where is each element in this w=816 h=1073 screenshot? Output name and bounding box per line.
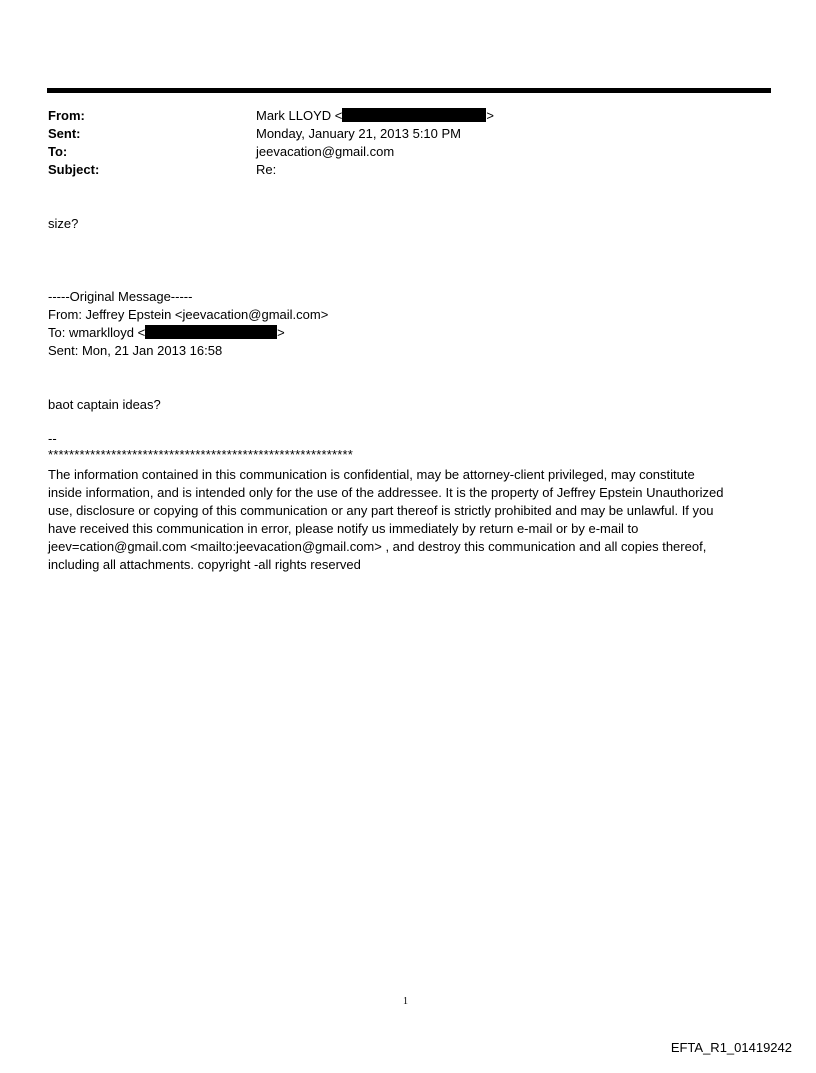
from-close: > bbox=[486, 108, 494, 123]
subject-label: Subject: bbox=[48, 162, 100, 177]
header-divider bbox=[47, 88, 771, 93]
from-name: Mark LLOYD < bbox=[256, 108, 343, 123]
sent-label: Sent: bbox=[48, 126, 81, 141]
page-number: 1 bbox=[403, 996, 408, 1007]
subject-value: Re: bbox=[256, 162, 277, 177]
disclaimer-line: have received this communication in error, please notify us immediately by return e-mail or by e-mail to bbox=[48, 521, 639, 536]
from-value bbox=[256, 107, 494, 125]
sent-value: Monday, January 21, 2013 5:10 PM bbox=[256, 126, 461, 141]
to-label: To: bbox=[48, 144, 68, 159]
subject-row bbox=[48, 161, 748, 179]
disclaimer-line: use, disclosure or copying of this communication or any part thereof is strictly prohibited and may be unlawful. If you bbox=[48, 503, 714, 518]
sent-row bbox=[48, 125, 748, 143]
to-value: jeevacation@gmail.com bbox=[256, 144, 395, 159]
original-to-prefix: To: wmarklloyd < bbox=[48, 325, 146, 340]
original-from: From: Jeffrey Epstein <jeevacation@gmail.com> bbox=[48, 307, 329, 322]
email-header bbox=[48, 107, 748, 179]
original-to bbox=[48, 324, 768, 342]
redaction-box bbox=[145, 325, 277, 339]
original-body: baot captain ideas? bbox=[48, 397, 161, 412]
disclaimer-line: jeev=cation@gmail.com <mailto:jeevacation@gmail.com> , and destroy this communication and all copies thereof, bbox=[48, 539, 707, 554]
signature-dash: -- bbox=[48, 431, 57, 446]
confidentiality-disclaimer bbox=[48, 466, 768, 574]
disclaimer-line: inside information, and is intended only for the use of the addressee. It is the property of Jeffrey Epstein Unauthorized bbox=[48, 485, 724, 500]
disclaimer-line: including all attachments. copyright -all rights reserved bbox=[48, 557, 361, 572]
to-row bbox=[48, 143, 748, 161]
disclaimer-line: The information contained in this communication is confidential, may be attorney-client privileged, may constitute bbox=[48, 467, 695, 482]
document-id: EFTA_R1_01419242 bbox=[670, 1040, 792, 1055]
signature-stars: ********************************************************** bbox=[48, 447, 354, 462]
from-row bbox=[48, 107, 748, 125]
reply-body: size? bbox=[48, 216, 79, 231]
original-sent: Sent: Mon, 21 Jan 2013 16:58 bbox=[48, 343, 223, 358]
original-separator: -----Original Message----- bbox=[48, 289, 193, 304]
original-to-close: > bbox=[277, 325, 285, 340]
from-label: From: bbox=[48, 108, 85, 123]
redaction-box bbox=[342, 108, 486, 122]
